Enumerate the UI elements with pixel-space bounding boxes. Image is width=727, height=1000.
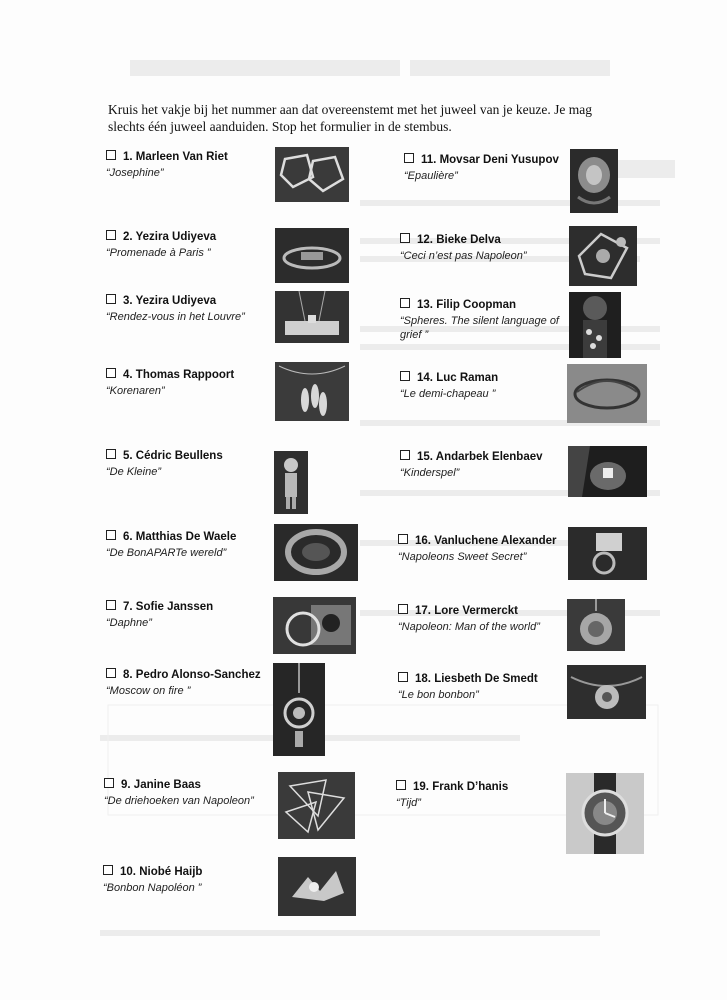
jewel-photo-6 — [274, 524, 358, 581]
vote-checkbox-12[interactable] — [400, 233, 410, 243]
entry-name: 1. — [123, 151, 133, 163]
vote-checkbox-8[interactable] — [106, 668, 116, 678]
entry-title: “Kinderspel” — [400, 467, 460, 479]
entry-8: 8. Pedro Alonso-Sanchez “Moscow on fire ” — [106, 669, 261, 697]
entry-name: Frank D’hanis — [432, 781, 509, 793]
vote-checkbox-5[interactable] — [106, 449, 116, 459]
vote-checkbox-16[interactable] — [398, 534, 408, 544]
entry-3: 3. Yezira Udiyeva “Rendez-vous in het Louvre” — [106, 295, 245, 323]
jewel-photo-9 — [278, 772, 355, 839]
jewel-photo-18 — [567, 665, 646, 719]
entry-1 — [106, 150, 228, 180]
entry-4: 4. Thomas Rappoort “Korenaren” — [106, 369, 235, 397]
entry-name: Lore Vermerckt — [434, 605, 518, 617]
jewel-photo-10 — [278, 857, 356, 916]
entry-name: Andarbek Elenbaev — [435, 451, 543, 463]
jewel-photo-5 — [274, 451, 308, 514]
entry-16: 16. Vanluchene Alexander “Napoleons Sweet Secret” — [398, 535, 557, 563]
vote-checkbox-11[interactable] — [404, 153, 414, 163]
entry-title: “Promenade à Paris ” — [106, 247, 211, 259]
entry-title: “Bonbon Napoléon ” — [103, 882, 202, 894]
entry-10: 10. Niobé Haijb “Bonbon Napoléon ” — [103, 866, 203, 894]
vote-checkbox-7[interactable] — [106, 600, 116, 610]
vote-checkbox-2[interactable] — [106, 230, 116, 240]
jewel-photo-2 — [275, 228, 349, 283]
entry-name: Filip Coopman — [436, 299, 517, 311]
entry-name: Bieke Delva — [436, 234, 501, 246]
entry-14: 14. Luc Raman “Le demi-chapeau ” — [400, 372, 499, 400]
entry-19: 19. Frank D’hanis “Tijd” — [396, 781, 509, 809]
entry-name: Sofie Janssen — [135, 601, 214, 613]
entry-title: “Daphne” — [106, 617, 152, 629]
entry-9: 9. Janine Baas “De driehoeken van Napoleon” — [104, 779, 254, 807]
jewel-photo-13 — [569, 292, 621, 358]
entry-name: Cédric Beullens — [135, 450, 223, 462]
entry-title: “Rendez-vous in het Louvre” — [106, 311, 245, 323]
entry-17: 17. Lore Vermerckt “Napoleon: Man of the world” — [398, 605, 540, 633]
entry-name: Vanluchene Alexander — [434, 535, 557, 547]
entry-name: Niobé Haijb — [139, 866, 203, 878]
jewel-photo-19 — [566, 773, 644, 854]
jewel-photo-17 — [567, 599, 625, 651]
entry-12: 12. Bieke Delva “Ceci n’est pas Napoleon” — [400, 234, 527, 262]
entry-title: “Korenaren” — [106, 385, 165, 397]
jewel-photo-16 — [568, 527, 647, 580]
entry-name: Yezira Udiyeva — [135, 295, 217, 307]
vote-checkbox-13[interactable] — [400, 298, 410, 308]
entry-name: Liesbeth De Smedt — [434, 673, 538, 685]
entry-title: “Spheres. The silent language of grief ” — [400, 315, 559, 341]
entry-title: “De Kleine” — [106, 466, 162, 478]
entry-title: “Epaulière” — [404, 170, 458, 182]
entry-title: “Josephine” — [106, 167, 164, 179]
entry-6: 6. Matthias De Waele “De BonAPARTe wereld” — [106, 531, 237, 559]
vote-checkbox-1[interactable] — [106, 150, 116, 160]
entry-title: “Tijd” — [396, 797, 421, 809]
vote-checkbox-4[interactable] — [106, 368, 116, 378]
vote-checkbox-19[interactable] — [396, 780, 406, 790]
instructions-text: Kruis het vakje bij het nummer aan dat overeenstemt met het juweel van je keuze. Je mag slechts één juweel aanduiden. Stop het formulier in de stembus. — [108, 102, 592, 134]
vote-checkbox-17[interactable] — [398, 604, 408, 614]
jewel-photo-4 — [275, 362, 349, 421]
entry-title: “De driehoeken van Napoleon” — [104, 795, 254, 807]
entry-name: Pedro Alonso-Sanchez — [135, 669, 261, 681]
jewel-photo-7 — [273, 597, 356, 654]
entry-11: 11. Movsar Deni Yusupov “Epaulière” — [404, 154, 559, 182]
entry-2: 2. Yezira Udiyeva “Promenade à Paris ” — [106, 231, 217, 259]
entry-name: Thomas Rappoort — [135, 369, 235, 381]
entry-name: Luc Raman — [436, 372, 499, 384]
entry-title: “Napoleons Sweet Secret” — [398, 551, 527, 563]
jewel-photo-14 — [567, 364, 647, 423]
entry-title: “Napoleon: Man of the world” — [398, 621, 540, 633]
entry-5: 5. Cédric Beullens “De Kleine” — [106, 450, 223, 478]
jewel-photo-12 — [569, 226, 637, 286]
vote-checkbox-10[interactable] — [103, 865, 113, 875]
vote-checkbox-14[interactable] — [400, 371, 410, 381]
jewel-photo-3 — [275, 291, 349, 343]
entry-title: “Le demi-chapeau ” — [400, 388, 496, 400]
entry-name: Matthias De Waele — [135, 531, 237, 543]
entry-18: 18. Liesbeth De Smedt “Le bon bonbon” — [398, 673, 538, 701]
entry-15: 15. Andarbek Elenbaev “Kinderspel” — [400, 451, 543, 479]
entry-name: Janine Baas — [133, 779, 201, 791]
entry-name: Yezira Udiyeva — [135, 231, 217, 243]
jewel-photo-1 — [275, 147, 349, 202]
entry-name: Movsar Deni Yusupov — [439, 154, 559, 166]
entry-13: 13. Filip Coopman “Spheres. The silent language of grief ” — [400, 299, 559, 341]
jewel-photo-11 — [570, 149, 618, 213]
vote-checkbox-15[interactable] — [400, 450, 410, 460]
vote-checkbox-9[interactable] — [104, 778, 114, 788]
entry-title: “De BonAPARTe wereld” — [106, 547, 227, 559]
entry-title: “Le bon bonbon” — [398, 689, 479, 701]
jewel-photo-15 — [568, 446, 647, 497]
entry-title: “Moscow on fire ” — [106, 685, 191, 697]
vote-checkbox-6[interactable] — [106, 530, 116, 540]
entry-name: Marleen Van Riet — [135, 151, 228, 163]
entry-title: “Ceci n’est pas Napoleon” — [400, 250, 527, 262]
entry-7: 7. Sofie Janssen “Daphne” — [106, 601, 214, 629]
jewel-photo-8 — [273, 663, 325, 756]
vote-checkbox-18[interactable] — [398, 672, 408, 682]
vote-checkbox-3[interactable] — [106, 294, 116, 304]
